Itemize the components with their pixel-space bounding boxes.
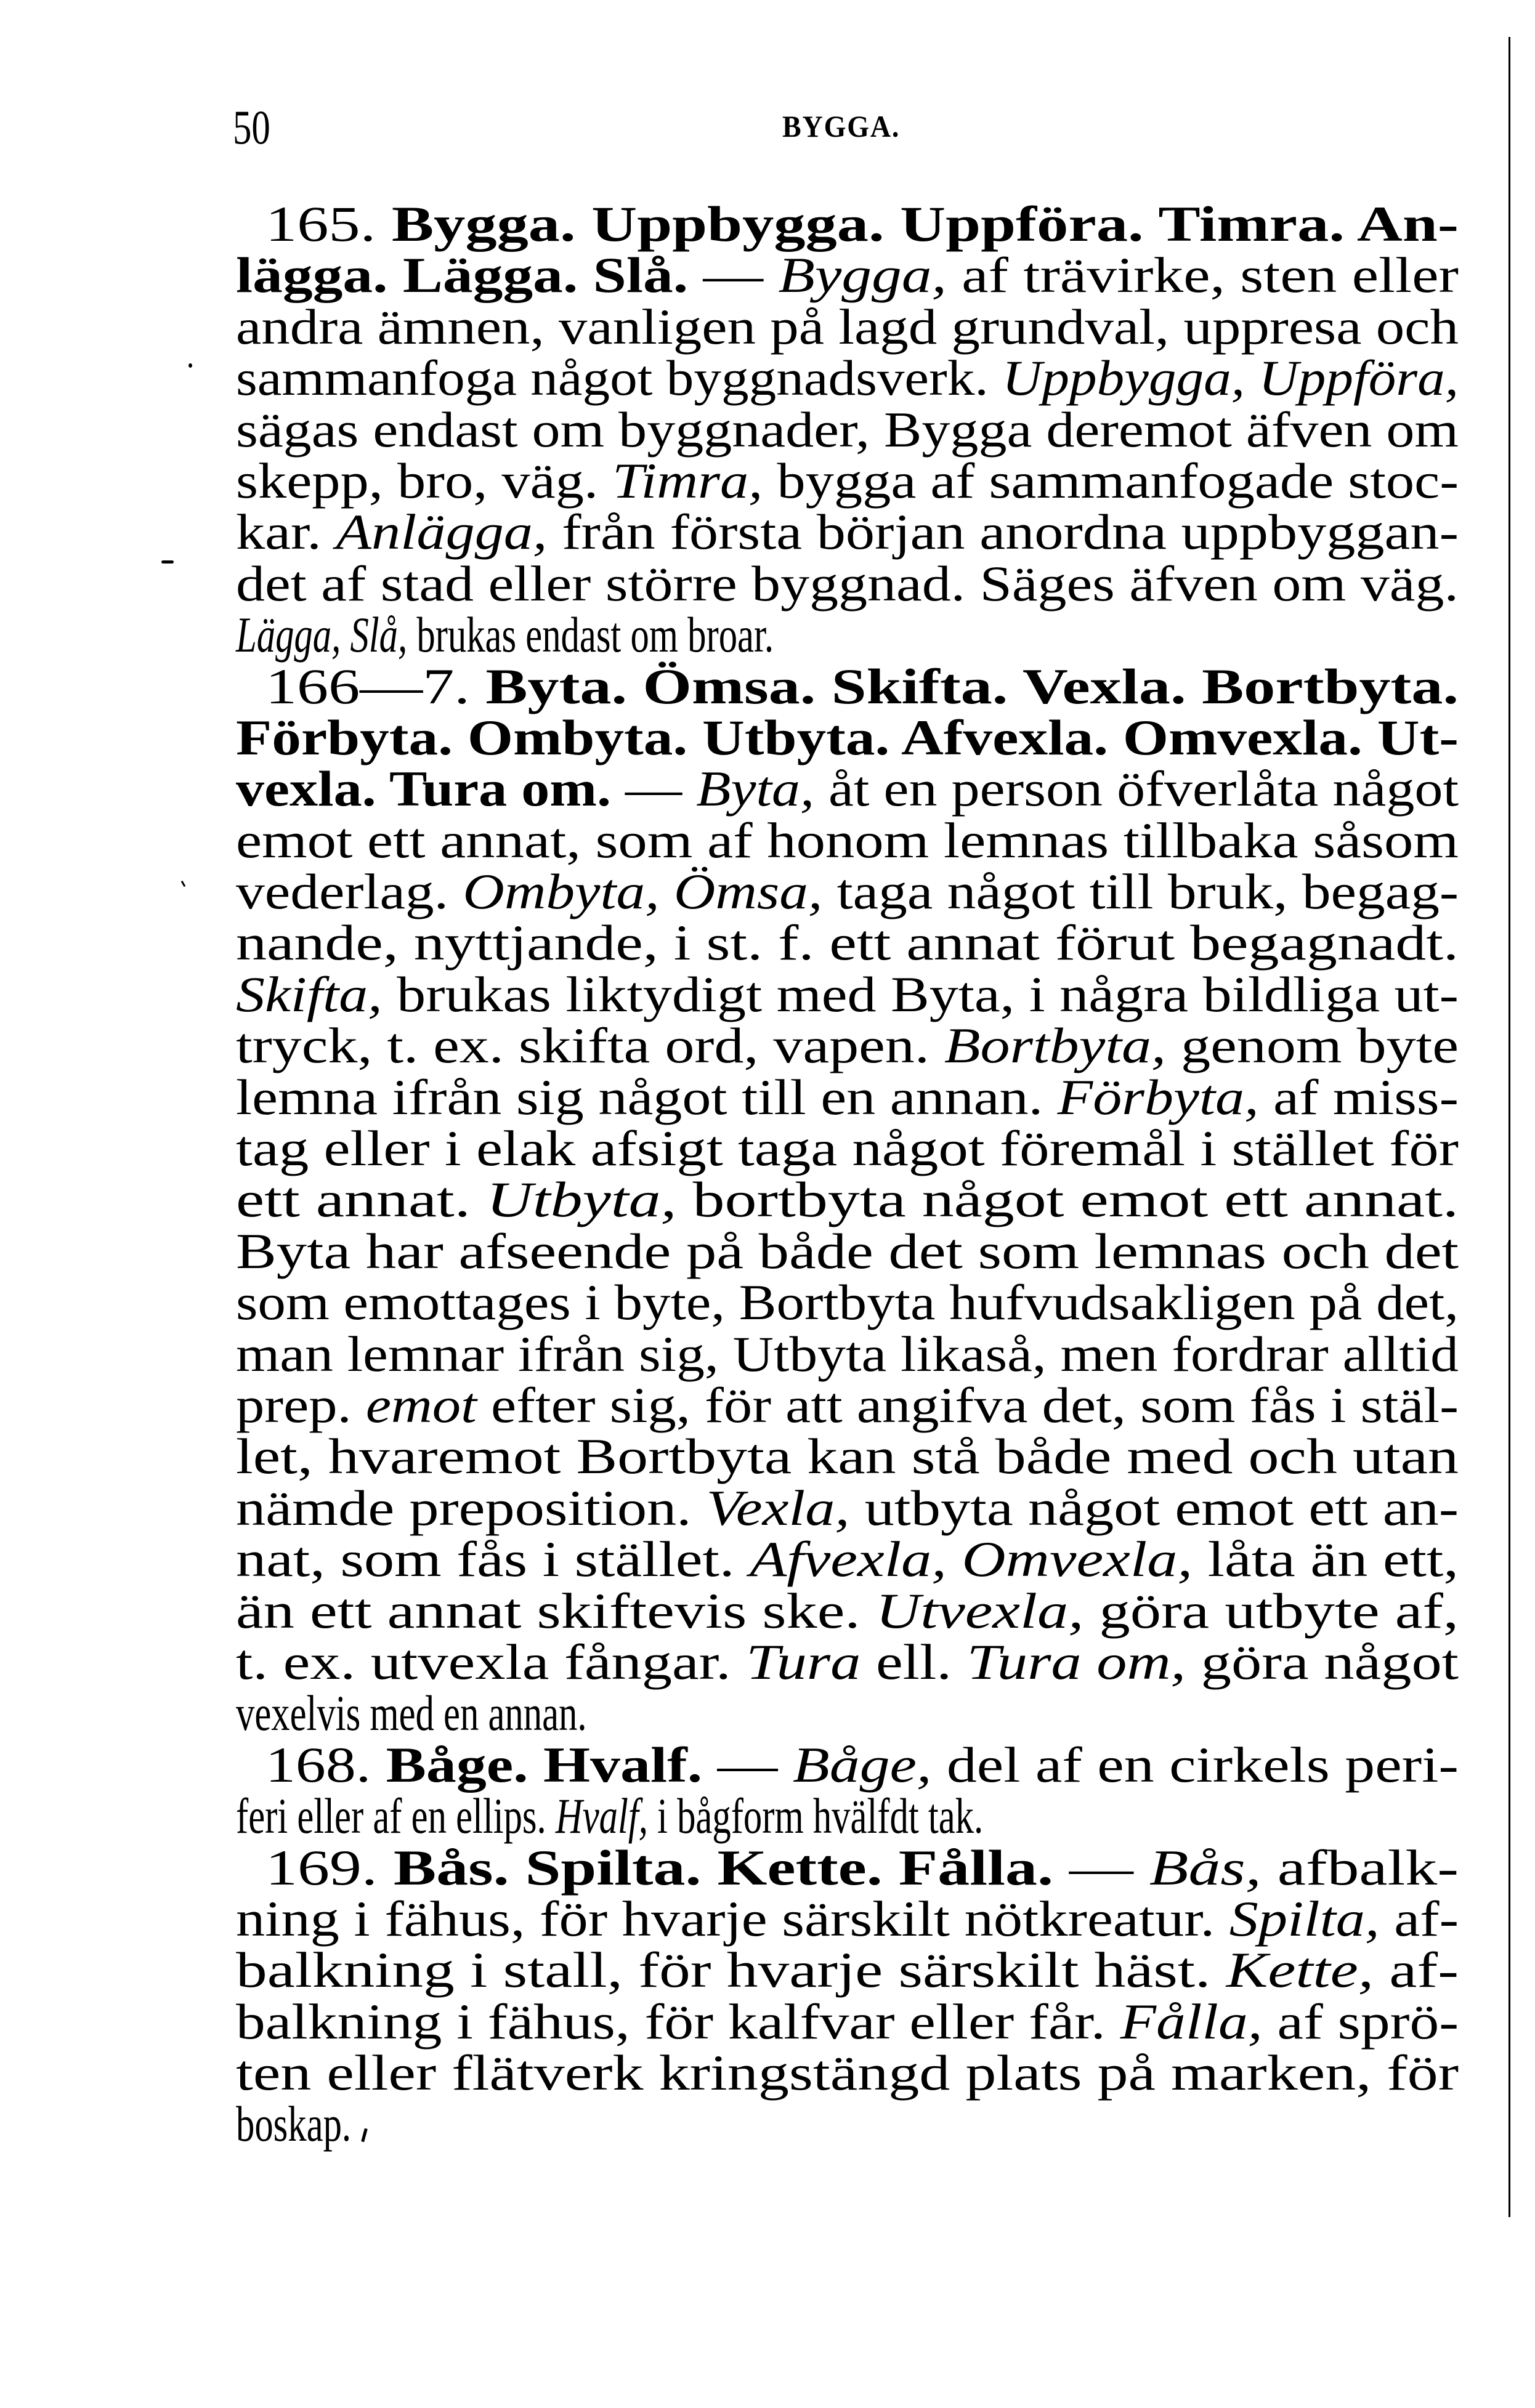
text-line [236,1582,1459,1639]
text-line [236,196,1459,252]
italic-term: Bortbyta, [944,1017,1167,1074]
headword-text: Bygga. Uppbygga. Uppföra. Timra. An- [391,196,1459,252]
body-text-span: ett annat. [236,1171,487,1228]
page-number: 50 [233,100,270,154]
text-line [236,658,1459,714]
italic-term: Byta, [696,761,815,817]
body-text [236,198,1459,2150]
text-line [236,1479,1459,1536]
body-text-span: balkning i stall, för hvarje särskilt häst. [236,1942,1226,1998]
italic-term: Vexla, [706,1479,850,1536]
italic-term: emot [365,1376,477,1433]
text-line [236,401,1459,458]
body-text-span: 168. [265,1736,386,1793]
italic-term: Anlägga, [336,504,548,560]
text-line [236,452,1459,509]
body-text-span: — [1069,1839,1149,1896]
headword-text: Bås. Spilta. Kette. Fålla. [393,1839,1069,1896]
body-text-span: afbalk- [1261,1839,1459,1896]
text-line [236,2096,1459,2152]
text-line [236,1222,1459,1279]
italic-term: Afvexla, Omvexla, [750,1531,1193,1588]
body-text-span: af trävirke, sten eller [946,247,1459,304]
body-text-span: brukas endast om broar. [407,607,774,663]
text-line [236,1993,1459,2050]
body-text-span: ning i fähus, för hvarje särskilt nötkreatur. [236,1890,1229,1947]
italic-term: Lägga, Slå, [236,607,408,663]
text-line [236,247,1459,304]
body-text-span: prep. [236,1376,366,1433]
body-text-span: vederlag. [236,863,463,920]
body-text-span: utbyta något emot ett an- [849,1479,1459,1536]
text-line [236,812,1459,868]
text-line [236,1325,1459,1382]
text-line [236,1274,1459,1331]
running-head: BYGGA. [782,109,901,143]
italic-term: Tura om, [966,1633,1186,1690]
body-text-span: taga något till bruk, begag- [822,863,1459,920]
body-text-span: emot ett annat, som af honom lemnas tillbaka såsom [236,812,1459,868]
body-text-span: nämde preposition. [236,1479,707,1536]
body-text-span: tryck, t. ex. skifta ord, vapen. [236,1017,944,1074]
text-line [236,2045,1459,2101]
text-line [236,863,1459,920]
italic-term: Timra, [612,452,763,509]
text-line [236,915,1459,971]
headword-text: Båge. Hvalf. [386,1736,718,1793]
body-text-span: sägas endast om byggnader, Bygga deremot äfven om [236,401,1459,458]
body-text-span: af sprö- [1262,1993,1459,2050]
text-line [236,1736,1459,1793]
body-text-span: andra ämnen, vanligen på lagd grundval, uppresa och [236,298,1459,355]
italic-term: Båge, [792,1736,932,1793]
headword-text: lägga. Lägga. Slå. [236,247,703,304]
text-line [236,1017,1459,1074]
text-line [236,1942,1459,1998]
body-text-span: man lemnar ifrån sig, Utbyta likaså, men fordrar alltid [236,1325,1459,1382]
body-text-span: — [703,247,779,304]
body-text-span: boskap. [236,2096,352,2152]
text-line [236,1685,1459,1742]
text-line [236,1531,1459,1588]
headword-text: vexla. Tura om. [236,761,626,817]
body-text-span: — [717,1736,793,1793]
scan-speck [181,881,186,887]
body-text-span: bygga af sammanfogade stoc- [763,452,1459,509]
body-text-span: efter sig, för att angifva det, som fås i stäl- [476,1376,1459,1433]
italic-term: Uppbygga, Uppföra, [1002,350,1459,406]
body-text-span: kar. [236,504,336,560]
text-line [236,1839,1459,1896]
italic-term: Ombyta, Ömsa, [463,863,823,920]
text-line [236,1633,1459,1690]
body-text-span: i bågform hvälfdt tak. [647,1788,984,1844]
body-text-span: göra utbyte af, [1083,1582,1459,1639]
text-line [236,1890,1459,1947]
body-text-span: lemna ifrån sig något till en annan. [236,1069,1058,1125]
body-text-span: 165. [265,196,392,252]
text-line [236,350,1459,406]
text-line [236,1428,1459,1485]
italic-term: Utvexla, [875,1582,1084,1639]
body-text-span: åt en person öfverlåta något [814,761,1459,817]
body-text-span: af miss- [1258,1069,1459,1125]
body-text-span: genom byte [1166,1017,1459,1074]
body-text-span: balkning i fähus, för kalfvar eller får. [236,1993,1120,2050]
page-edge-rule [1509,37,1510,2217]
italic-term: Fålla, [1120,1993,1263,2050]
body-text-span: nat, som fås i stället. [236,1531,750,1588]
body-text-span: — [625,761,697,817]
italic-term: Hvalf, [555,1788,648,1844]
body-text-span: låta än ett, [1193,1531,1459,1588]
scan-speck [161,560,174,564]
italic-term: Bygga, [778,247,947,304]
text-line [236,1788,1459,1844]
headword-text: Förbyta. Ombyta. Utbyta. Afvexla. Omvexla. Ut- [236,709,1459,766]
italic-term: Tura [746,1633,861,1690]
body-text-span: som emottages i byte, Bortbyta hufvudsakligen på det, [236,1274,1459,1331]
text-line [236,761,1459,817]
body-text-span: göra något [1186,1633,1459,1690]
body-text-span: det af stad eller större byggnad. Säges äfven om väg. [236,555,1459,612]
headword-text: Byta. Ömsa. Skifta. Vexla. Bortbyta. [485,658,1459,714]
italic-term: Spilta, [1229,1890,1380,1947]
italic-term: Skifta, [236,966,383,1022]
text-line [236,709,1459,766]
body-text-span: ell. [861,1633,967,1690]
text-line [236,966,1459,1022]
body-text-span: af- [1379,1890,1459,1947]
italic-term: Utbyta, [486,1171,677,1228]
text-line [236,1069,1459,1125]
body-text-span: del af en cirkels peri- [931,1736,1459,1793]
body-text-span: från första början anordna uppbyggan- [547,504,1459,560]
text-line [236,1171,1459,1228]
body-text-span: feri eller af en ellips. [236,1788,556,1844]
italic-term: Bås, [1149,1839,1262,1896]
body-text-span: ten eller flätverk kringstängd plats på marken, för [236,2045,1459,2101]
text-line [236,298,1459,355]
italic-term: Förbyta, [1057,1069,1259,1125]
scan-speck [188,363,192,368]
body-text-span: sammanfoga något byggnadsverk. [236,350,1002,406]
text-line [236,1120,1459,1177]
body-text-span: bortbyta något emot ett annat. [676,1171,1459,1228]
body-text-span: 169. [265,1839,394,1896]
body-text-span: skepp, bro, väg. [236,452,613,509]
text-line [236,607,1459,663]
italic-term: Kette, [1226,1942,1374,1998]
body-text-span: let, hvaremot Bortbyta kan stå både med och utan [236,1428,1459,1485]
body-text-span: än ett annat skiftevis ske. [236,1582,876,1639]
body-text-span: t. ex. utvexla fångar. [236,1633,747,1690]
body-text-span: nande, nyttjande, i st. f. ett annat förut begagnadt. [236,915,1459,971]
body-text-span: Byta har afseende på både det som lemnas och det [236,1222,1459,1279]
body-text-span: af- [1374,1942,1459,1998]
text-line [236,504,1459,560]
body-text-span: brukas liktydigt med Byta, i några bildliga ut- [382,966,1459,1022]
text-line [236,555,1459,612]
body-text-span: tag eller i elak afsigt taga något föremål i stället för [236,1120,1459,1177]
text-line [236,1376,1459,1433]
body-text-span: 166—7. [265,658,486,714]
body-text-span: vexelvis med en annan. [236,1685,587,1742]
